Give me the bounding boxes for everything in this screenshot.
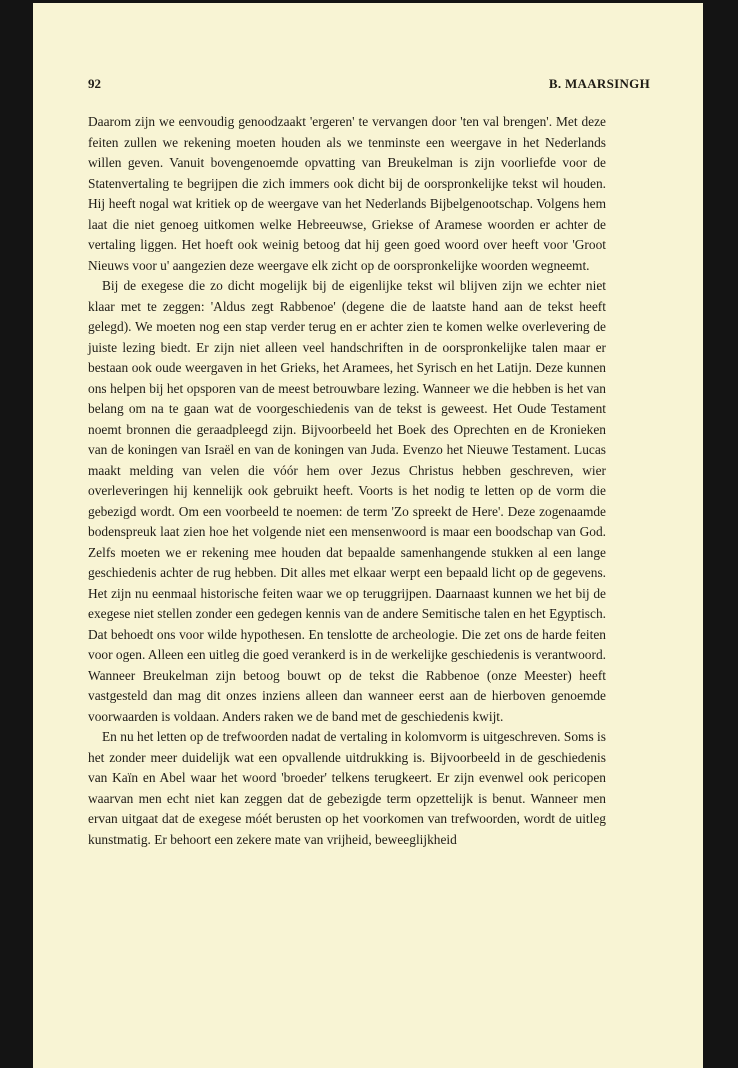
running-head-author: B. MAARSINGH (548, 76, 650, 91)
paragraph-2: Bij de exegese die zo dicht mogelijk bij de eigenlijke tekst wil blijven zijn we echter niet klaar met te zeggen: 'Aldus zegt Rabbenoe' (degene die de laatste hand aan de tekst heeft gelegd). We moeten nog een stap verder terug en er achter zien te komen welke overlevering de juiste lezing biedt. Er zijn niet alleen veel handschriften in de oorspronkelijke talen maar er bestaan ook oude weergaven in het Grieks, het Aramees, het Syrisch en het Latijn. Deze kunnen ons helpen bij het opsporen van de meest betrouwbare lezing. Wanneer we die hebben is het van belang om na te gaan wat de voorgeschiedenis van de tekst is geweest. Het Oude Testament noemt bronnen die geraadpleegd zijn. Bijvoorbeeld het Boek des Oprechten en de Kronieken van de koningen van Israël en van de koningen van Juda. Evenzo het Nieuwe Testament. Lucas maakt melding van velen die vóór hem over Jezus Christus hebben geschreven, wier overleveringen hij kennelijk ook gebruikt heeft. Voorts is het nodig te letten op de vorm die gebezigd wordt. Om een voorbeeld te noemen: de term 'Zo spreekt de Here'. Deze zogenaamde bodenspreuk laat zien hoe het volgende niet een mensenwoord is maar een boodschap van God. Zelfs moeten we er rekening mee houden dat bepaalde samenhangende stukken al een lange geschiedenis achter de rug hebben. Dit alles met elkaar werpt een bepaald licht op de gegevens. Het zijn nu eenmaal historische feiten waar we op teruggrijpen. Daarnaast kunnen we het bij de exegese niet stellen zonder een gedegen kennis van de andere Semitische talen en het Egyptisch. Dat behoedt ons voor wilde hypothesen. En tenslotte de archeologie. Die zet ons de harde feiten voor ogen. Alleen een uitleg die goed verankerd is in de werkelijke geschiedenis is verantwoord. Wanneer Breukelman zijn betoog bouwt op de tekst die Rabbenoe (onze Meester) heeft vastgesteld dan mag dit onzes inziens alleen dan wanneer eerst aan de hierboven genoemde voorwaarden is voldaan. Anders raken we de band met de geschiedenis kwijt. (88, 278, 606, 724)
paragraph-3: En nu het letten op de trefwoorden nadat de vertaling in kolomvorm is uitgeschreven. Soms is het zonder meer duidelijk wat een opvallende uitdrukking is. Bijvoorbeeld in de geschiedenis van Kaïn en Abel waar het woord 'broeder' telkens terugkeert. Er zijn evenwel ook pericopen waarvan men echt niet kan zeggen dat de gebezigde term opzettelijk is benut. Wanneer men ervan uitgaat dat de exegese móét berusten op het voorkomen van trefwoorden, wordt de uitleg kunstmatig. Er behoort een zekere mate van vrijheid, beweeglijkheid (88, 729, 606, 847)
paragraph-1: Daarom zijn we eenvoudig genoodzaakt 'ergeren' te vervangen door 'ten val brengen'. Met deze feiten zullen we rekening moeten houden als we tenminste een weergave in het Nederlands willen geven. Vanuit bovengenoemde opvatting van Breukelman is zijn voorliefde voor de Statenvertaling te begrijpen die zich immers ook dicht bij de oorspronkelijke tekst wil houden. Hij heeft nogal wat kritiek op de weergave van het Nederlands Bijbelgenootschap. Volgens hem laat die niet genoeg uitkomen welke Hebreeuwse, Griekse of Aramese woorden er achter de vertaling liggen. Het hoeft ook weinig betoog dat hij geen goed woord over heeft voor 'Groot Nieuws voor u' aangezien deze weergave elk zicht op de oorspronkelijke woorden wegneemt. (88, 114, 606, 273)
page-number: 92 (88, 76, 101, 91)
body-text (88, 112, 606, 850)
running-header (88, 76, 650, 96)
